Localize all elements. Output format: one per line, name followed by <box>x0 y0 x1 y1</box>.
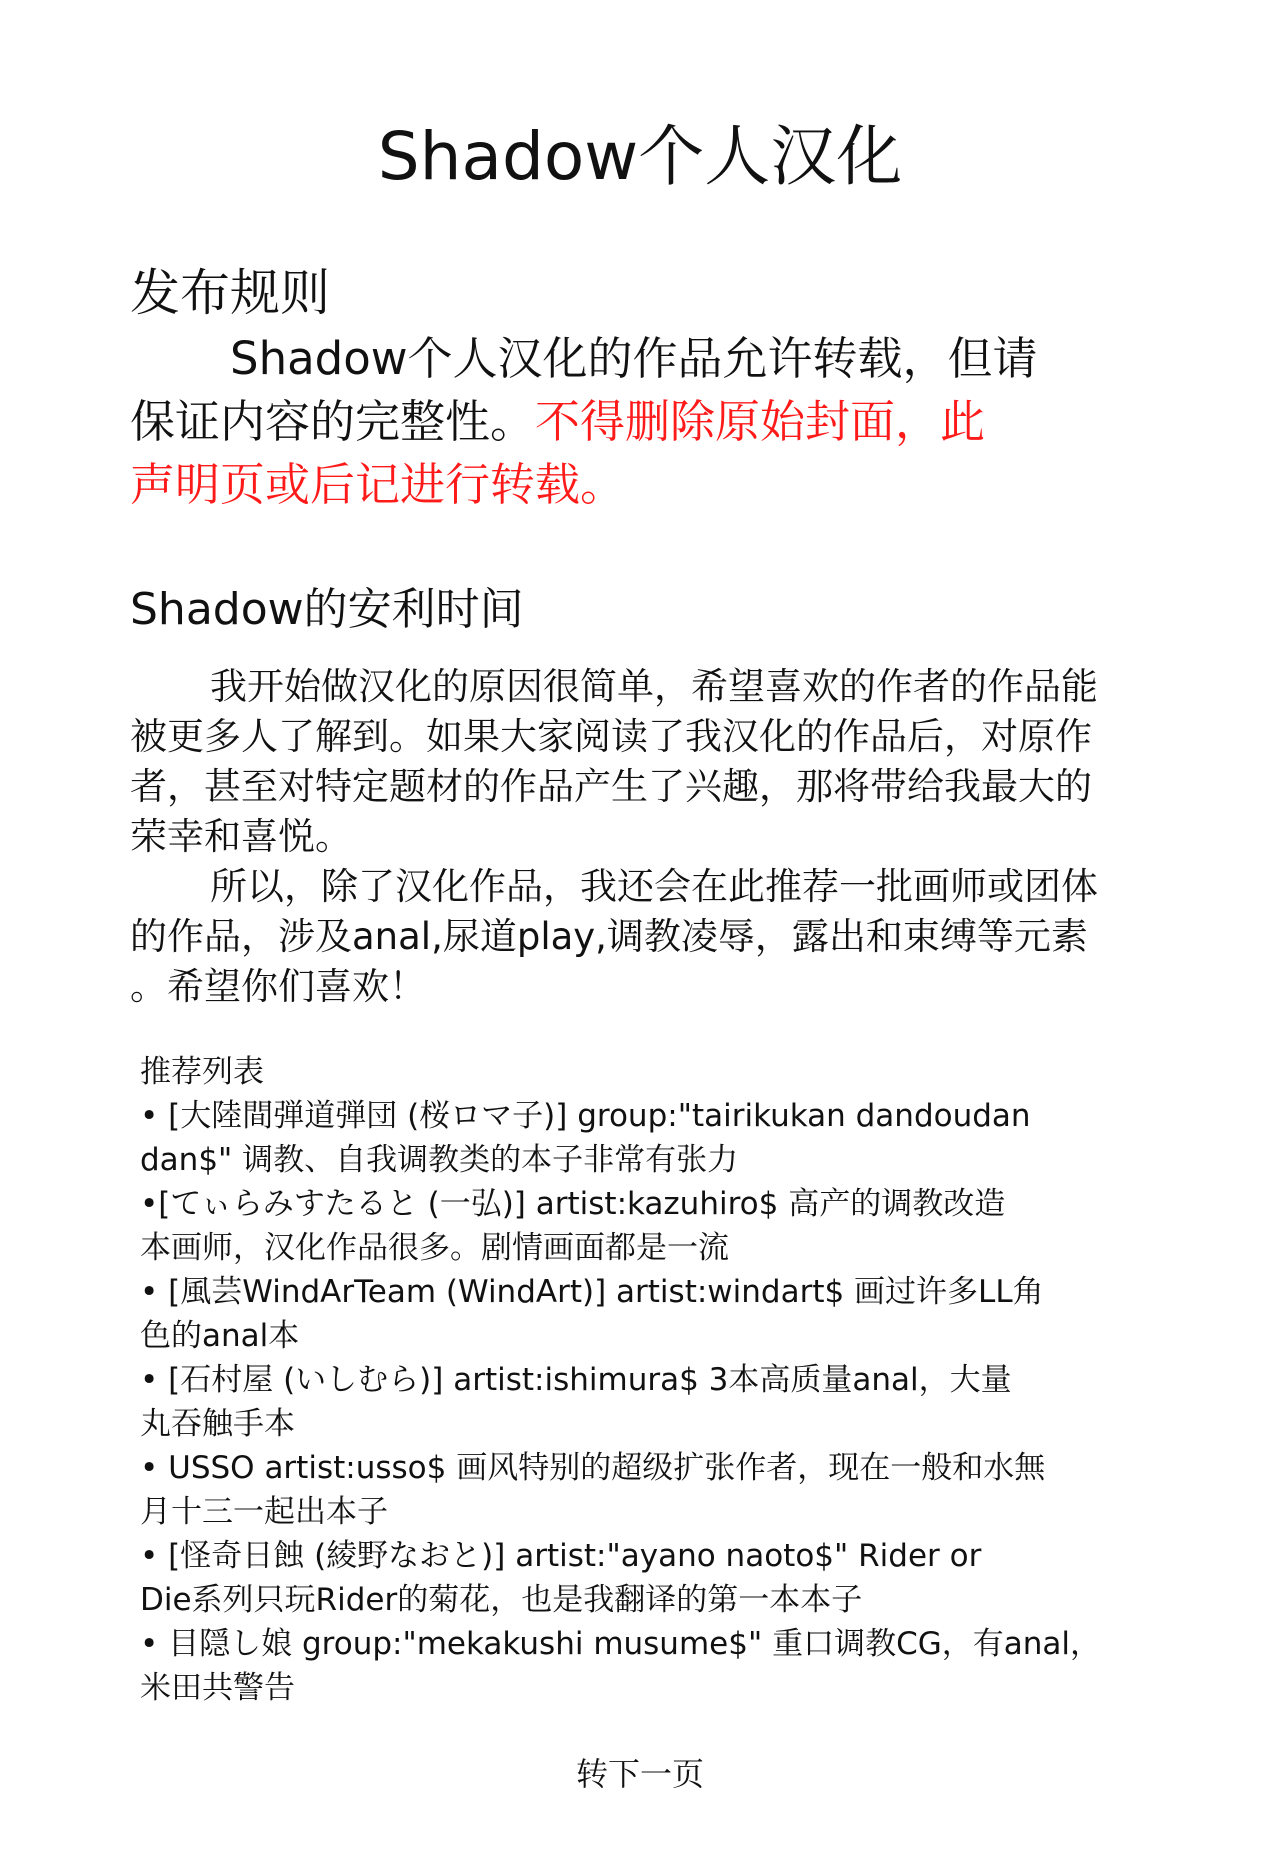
rules-text-line: Shadow个人汉化的作品允许转载，但请 <box>230 332 1038 385</box>
list-item: • [風芸WindArTeam (WindArt)] artist:windart$ 画过许多LL角 <box>140 1274 1044 1310</box>
rules-warning: 声明页或后记进行转载。 <box>130 458 626 511</box>
list-item: 月十三一起出本子 <box>140 1494 388 1530</box>
promo-line: 的作品，涉及anal,尿道play,调教凌辱，露出和束缚等元素 <box>130 915 1088 958</box>
promo-heading: Shadow的安利时间 <box>130 584 524 635</box>
list-item: dan$" 调教、自我调教类的本子非常有张力 <box>140 1142 739 1178</box>
list-item: • [石村屋 (いしむら)] artist:ishimura$ 3本高质量anal，大量 <box>140 1362 1012 1398</box>
list-item: • USSO artist:usso$ 画风特别的超级扩张作者，现在一般和水無 <box>140 1450 1046 1486</box>
promo-line: 荣幸和喜悦。 <box>130 815 352 858</box>
promo-line: 所以，除了汉化作品，我还会在此推荐一批画师或团体 <box>210 865 1098 908</box>
list-item: 丸吞触手本 <box>140 1406 295 1442</box>
promo-line: 被更多人了解到。如果大家阅读了我汉化的作品后，对原作 <box>130 715 1092 758</box>
list-item: • 目隠し娘 group:"mekakushi musume$" 重口调教CG，有anal， <box>140 1626 1101 1662</box>
promo-line: 者，甚至对特定题材的作品产生了兴趣，那将带给我最大的 <box>130 765 1092 808</box>
promo-line: 我开始做汉化的原因很简单，希望喜欢的作者的作品能 <box>210 665 1098 708</box>
list-item: 色的anal本 <box>140 1318 300 1354</box>
list-item: • [怪奇日蝕 (綾野なおと)] artist:"ayano naoto$" Rider or <box>140 1538 982 1574</box>
rules-text-line <box>130 395 986 448</box>
next-page-note: 转下一页 <box>575 1755 704 1793</box>
list-item: 本画师，汉化作品很多。剧情画面都是一流 <box>140 1230 729 1266</box>
rules-heading: 发布规则 <box>130 264 330 322</box>
promo-line: 。希望你们喜欢！ <box>130 965 426 1008</box>
list-item: Die系列只玩Rider的菊花，也是我翻译的第一本本子 <box>140 1582 863 1618</box>
list-heading: 推荐列表 <box>140 1054 264 1090</box>
list-item: • [大陸間弾道弾団 (桜ロマ子)] group:"tairikukan dandoudan <box>140 1098 1031 1134</box>
list-item: •[てぃらみすたると (一弘)] artist:kazuhiro$ 高产的调教改造 <box>140 1186 1006 1222</box>
rules-text: 保证内容的完整性。 <box>130 395 536 448</box>
page-title: Shadow个人汉化 <box>377 118 903 195</box>
rules-warning: 不得删除原始封面，此 <box>535 395 986 448</box>
list-item: 米田共警告 <box>140 1670 295 1706</box>
